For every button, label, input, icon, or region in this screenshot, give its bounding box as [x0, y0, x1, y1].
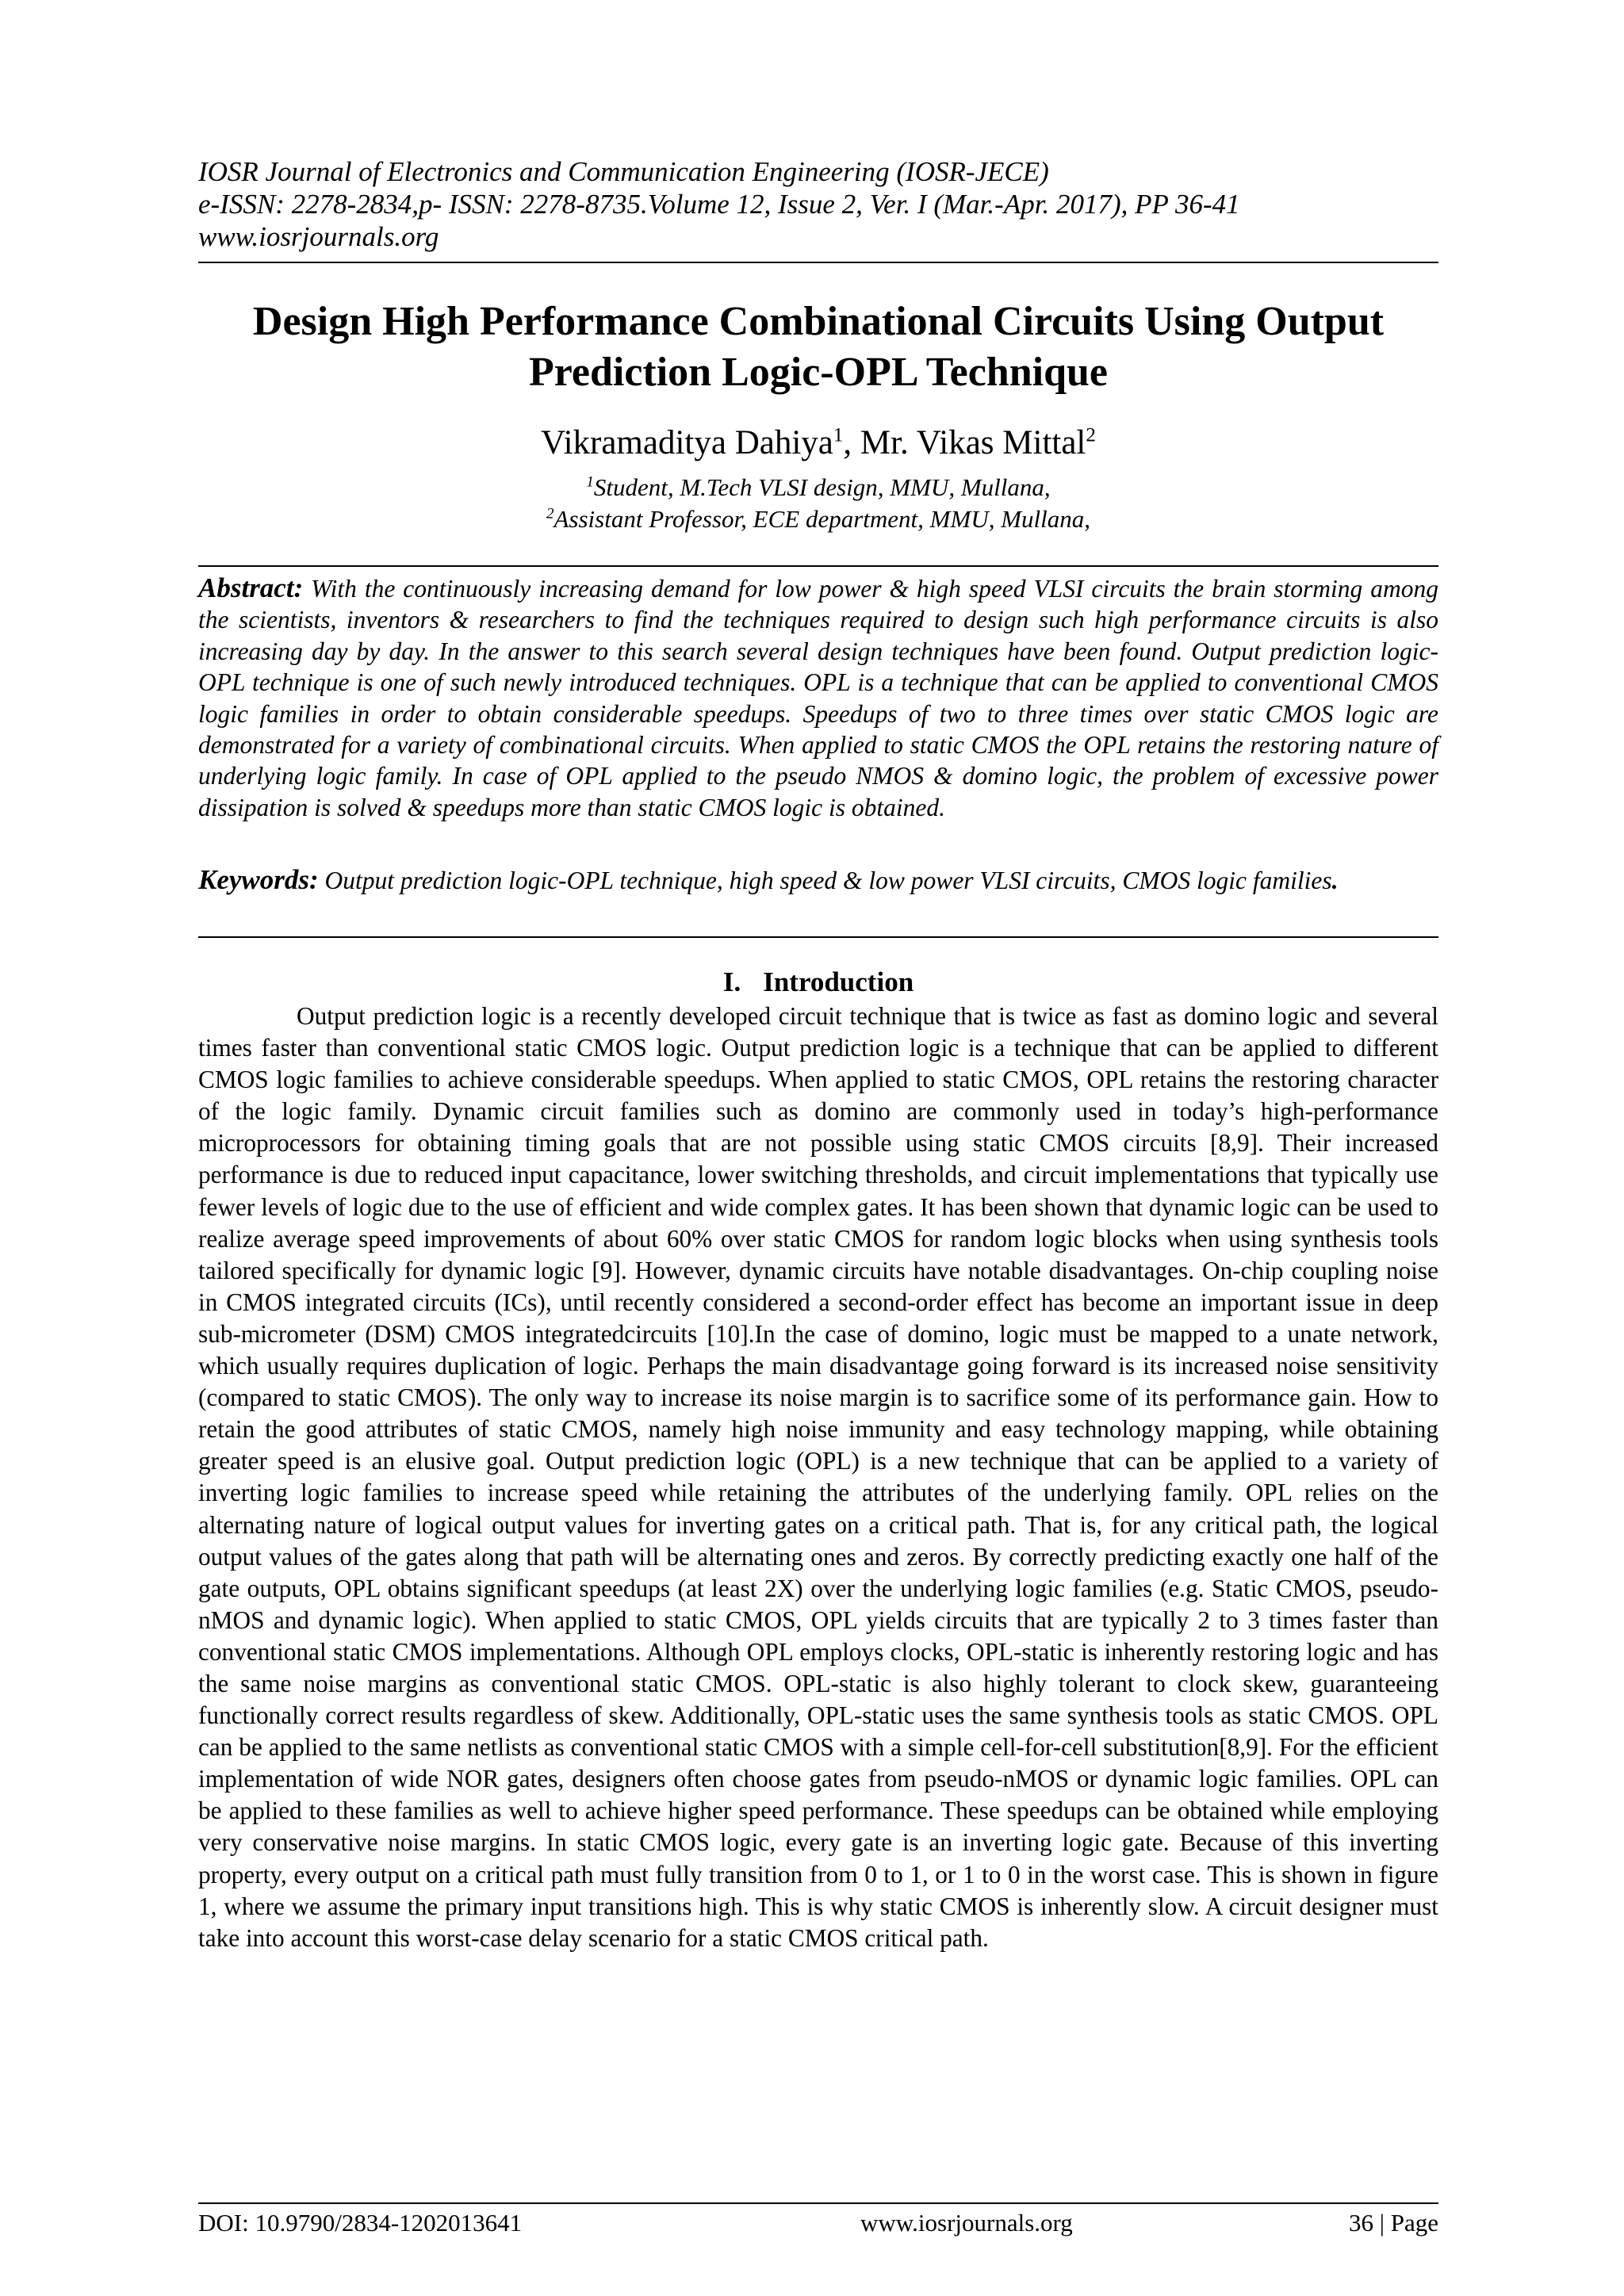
journal-header	[198, 155, 1438, 253]
keywords-end-mark: .	[1331, 867, 1339, 894]
author-2-name: Mr. Vikas Mittal	[860, 424, 1086, 461]
abstract-text: With the continuously increasing demand for low power & high speed VLSI circuits the brain storming among the scientists, inventors & researchers to find the techniques required to design such high performance circuits is also increasing day by day. In the answer to this search several design techniques have been found. Output prediction logic-OPL technique is one of such newly introduced techniques. OPL is a technique that can be applied to conventional CMOS logic families in order to obtain considerable speedups. Speedups of two to three times over static CMOS logic are demonstrated for a variety of combinational circuits. When applied to static CMOS the OPL retains the restoring nature of underlying logic family. In case of OPL applied to the pseudo NMOS & domino logic, the problem of excessive power dissipation is solved & speedups more than static CMOS logic is obtained.	[198, 575, 1438, 821]
keywords-block	[198, 864, 1438, 897]
section-heading	[198, 966, 1438, 999]
author-1-mark: 1	[833, 424, 844, 446]
author-2-mark: 2	[1086, 424, 1096, 446]
affiliation-2-text: Assistant Professor, ECE department, MMU, Mullana,	[553, 505, 1091, 533]
author-separator: ,	[843, 424, 860, 461]
introduction-paragraph: Output prediction logic is a recently developed circuit technique that is twice as fast as domino logic and several times faster than conventional static CMOS logic. Output prediction logic is a technique that can be applied to different CMOS logic families to achieve considerable speedups. When applied to static CMOS, OPL retains the restoring character of the logic family. Dynamic circuit families such as domino are commonly used in today’s high-performance microprocessors for obtaining timing goals that are not possible using static CMOS circuits [8,9]. Their increased performance is due to reduced input capacitance, lower switching thresholds, and circuit implementations that typically use fewer levels of logic due to the use of efficient and wide complex gates. It has been shown that dynamic logic can be used to realize average speed improvements of about 60% over static CMOS for random logic blocks when using synthesis tools tailored specifically for dynamic logic [9]. However, dynamic circuits have notable disadvantages. On-chip coupling noise in CMOS integrated circuits (ICs), until recently considered a second-order effect has become an important issue in deep sub-micrometer (DSM) CMOS integratedcircuits [10].In the case of domino, logic must be mapped to a unate network, which usually requires duplication of logic. Perhaps the main disadvantage going forward is its increased noise sensitivity (compared to static CMOS). The only way to increase its noise margin is to sacrifice some of its performance gain. How to retain the good attributes of static CMOS, namely high noise immunity and easy technology mapping, while obtaining greater speed is an elusive goal. Output prediction logic (OPL) is a new technique that can be applied to a variety of inverting logic families to increase speed while retaining the attributes of the underlying family. OPL relies on the alternating nature of logical output values for inverting gates on a critical path. That is, for any critical path, the logical output values of the gates along that path will be alternating ones and zeros. By correctly predicting exactly one half of the gate outputs, OPL obtains significant speedups (at least 2X) over the underlying logic families (e.g. Static CMOS, pseudo-nMOS and dynamic logic). When applied to static CMOS, OPL yields circuits that are typically 2 to 3 times faster than conventional static CMOS implementations. Although OPL employs clocks, OPL-static is inherently restoring logic and has the same noise margins as conventional static CMOS. OPL-static is also highly tolerant to clock skew, guaranteeing functionally correct results regardless of skew. Additionally, OPL-static uses the same synthesis tools as static CMOS. OPL can be applied to the same netlists as conventional static CMOS with a simple cell-for-cell substitution[8,9]. For the efficient implementation of wide NOR gates, designers often choose gates from pseudo-nMOS or dynamic logic families. OPL can be applied to these families as well to achieve higher speed performance. These speedups can be obtained while employing very conservative noise margins. In static CMOS logic, every gate is an inverting logic gate. Because of this inverting property, every output on a critical path must fully transition from 0 to 1, or 1 to 0 in the worst case. This is shown in figure 1, where we assume the primary input transitions high. This is why static CMOS is inherently slow. A circuit designer must take into account this worst-case delay scenario for a static CMOS critical path.	[198, 1002, 1438, 1952]
abstract-bottom-rule	[198, 936, 1438, 938]
abstract-top-rule	[198, 565, 1438, 567]
abstract-label: Abstract:	[198, 572, 304, 603]
title-line-2: Prediction Logic-OPL Technique	[528, 350, 1108, 395]
keywords-text: Output prediction logic-OPL technique, high speed & low power VLSI circuits, CMOS logic families	[324, 867, 1332, 894]
affiliation-2	[198, 504, 1438, 534]
header-divider	[198, 262, 1438, 263]
paper-title	[198, 297, 1438, 398]
section-number: I.	[722, 966, 741, 997]
affiliation-1-mark: 1	[586, 473, 594, 491]
author-list	[198, 423, 1438, 463]
footer-page-number: 36 | Page	[1349, 2209, 1438, 2237]
paper-page	[198, 0, 1438, 2296]
author-1-name: Vikramaditya Dahiya	[541, 424, 833, 461]
page-footer	[198, 2207, 1438, 2241]
title-line-1: Design High Performance Combinational Circuits Using Output	[252, 299, 1385, 344]
journal-name: IOSR Journal of Electronics and Communication Engineering (IOSR-JECE)	[198, 156, 1049, 187]
section-title: Introduction	[763, 966, 914, 997]
journal-issn: e-ISSN: 2278-2834,p- ISSN: 2278-8735.Volume 12, Issue 2, Ver. I (Mar.-Apr. 2017), PP 36-41	[198, 189, 1240, 220]
footer-website[interactable]: www.iosrjournals.org	[860, 2209, 1073, 2237]
footer-divider	[198, 2202, 1438, 2204]
keywords-label: Keywords:	[198, 864, 319, 895]
footer-doi: DOI: 10.9790/2834-1202013641	[198, 2209, 523, 2237]
journal-website[interactable]: www.iosrjournals.org	[198, 221, 439, 252]
abstract-block	[198, 572, 1438, 823]
affiliation-2-mark: 2	[546, 505, 554, 522]
affiliation-1	[198, 473, 1438, 503]
affiliation-1-text: Student, M.Tech VLSI design, MMU, Mullana,	[593, 473, 1051, 501]
